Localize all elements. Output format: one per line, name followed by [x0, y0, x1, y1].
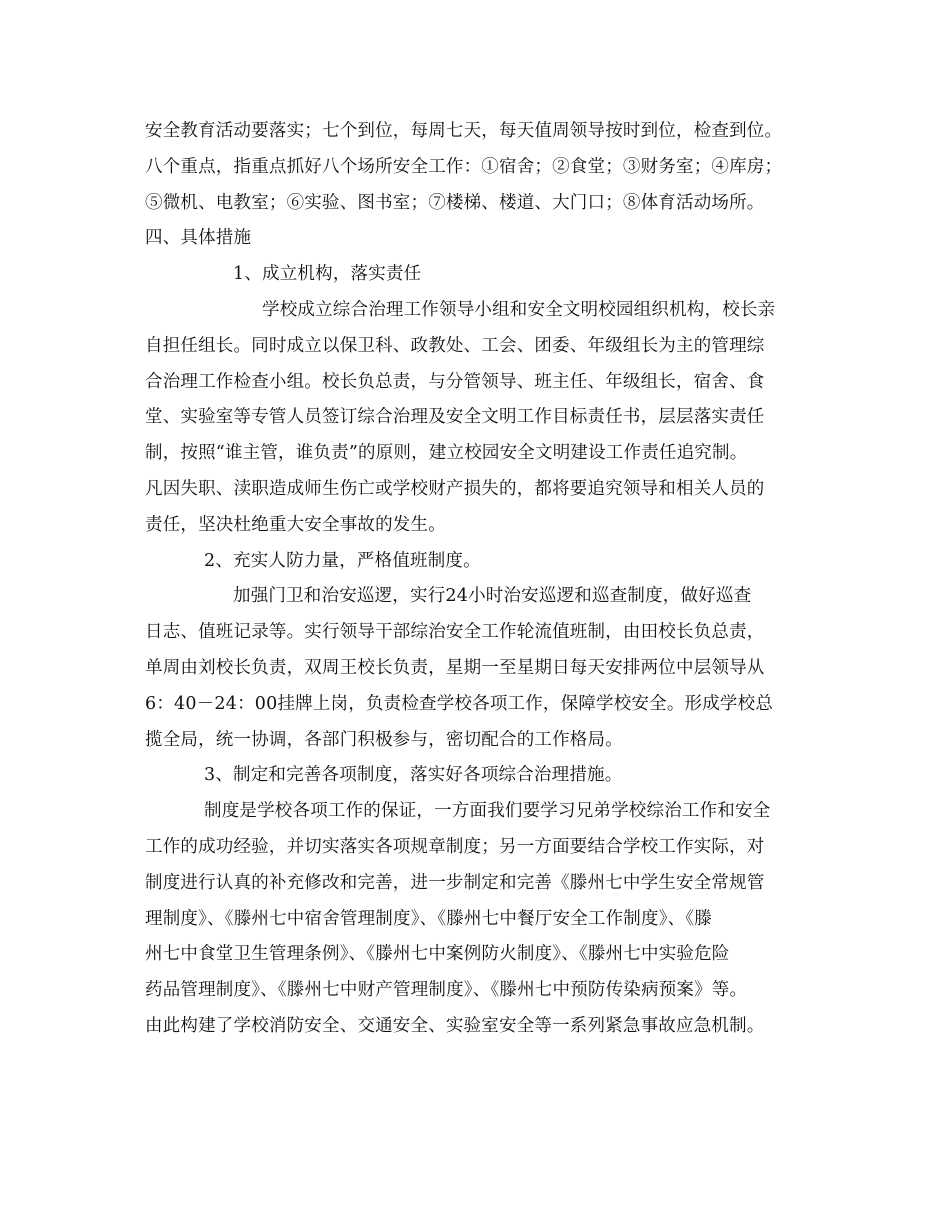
- subsection-heading: 2、充实人防力量，严格值班制度。: [204, 550, 481, 571]
- text-line: 自担任组长。同时成立以保卫科、政教处、工会、团委、年级组长为主的管理综: [145, 335, 765, 356]
- text-line: 责任，坚决杜绝重大安全事故的发生。: [145, 514, 446, 535]
- subsection-heading: 3、制定和完善各项制度，落实好各项综合治理措施。: [204, 765, 623, 786]
- text-line: 制度进行认真的补充修改和完善，进一步制定和完善《滕州七中学生安全常规管: [145, 872, 765, 893]
- text-line: 州七中食堂卫生管理条例》、《滕州七中案例防火制度》、《滕州七中实验危险: [145, 944, 730, 965]
- subsection-heading: 1、成立机构，落实责任: [233, 264, 422, 285]
- paragraph-start-line: 学校成立综合治理工作领导小组和安全文明校园组织机构，校长亲: [262, 299, 776, 320]
- text-line: 制，按照“谁主管，谁负责”的原则，建立校园安全文明建设工作责任追究制。: [145, 443, 748, 464]
- document-body: [145, 114, 820, 1045]
- text-line: 堂、实验室等专管人员签订综合治理及安全文明工作目标责任书，层层落实责任: [145, 407, 765, 428]
- text-line: ⑤微机、电教室；⑥实验、图书室；⑦楼梯、楼道、大门口；⑧体育活动场所。: [145, 192, 765, 213]
- text-line: 日志、值班记录等。实行领导干部综治安全工作轮流值班制，由田校长负总责，: [145, 622, 765, 643]
- text-line: 单周由刘校长负责，双周王校长负责，星期一至星期日每天安排两位中层领导从: [145, 657, 765, 678]
- text-line: 工作的成功经验，并切实落实各项规章制度；另一方面要结合学校工作实际，对: [145, 836, 765, 857]
- paragraph-start-line: 制度是学校各项工作的保证，一方面我们要学习兄弟学校综治工作和安全: [204, 801, 771, 822]
- text-line: 6：40－24：00挂牌上岗，负责检查学校各项工作，保障学校安全。形成学校总: [145, 693, 774, 714]
- text-line: 药品管理制度》、《滕州七中财产管理制度》、《滕州七中预防传染病预案》等。: [145, 980, 748, 1001]
- text-line: 八个重点，指重点抓好八个场所安全工作：①宿舍；②食堂；③财务室；④库房；: [145, 156, 783, 177]
- text-line: 理制度》、《滕州七中宿舍管理制度》、《滕州七中餐厅安全工作制度》、《滕: [145, 908, 712, 929]
- text-line: 凡因失职、渎职造成师生伤亡或学校财产损失的，都将要追究领导和相关人员的: [145, 478, 765, 499]
- text-line: 由此构建了学校消防安全、交通安全、实验室安全等一系列紧急事故应急机制。: [145, 1015, 765, 1036]
- paragraph-start-line: 加强门卫和治安巡逻，实行24小时治安巡逻和巡查制度，做好巡查: [233, 586, 752, 607]
- section-heading: 四、具体措施: [145, 228, 252, 249]
- text-line: 揽全局，统一协调，各部门积极参与，密切配合的工作格局。: [145, 729, 623, 750]
- text-line: 合治理工作检查小组。校长负总责，与分管领导、班主任、年级组长，宿舍、食: [145, 371, 765, 392]
- text-line: 安全教育活动要落实；七个到位，每周七天，每天值周领导按时到位，检查到位。: [145, 121, 783, 141]
